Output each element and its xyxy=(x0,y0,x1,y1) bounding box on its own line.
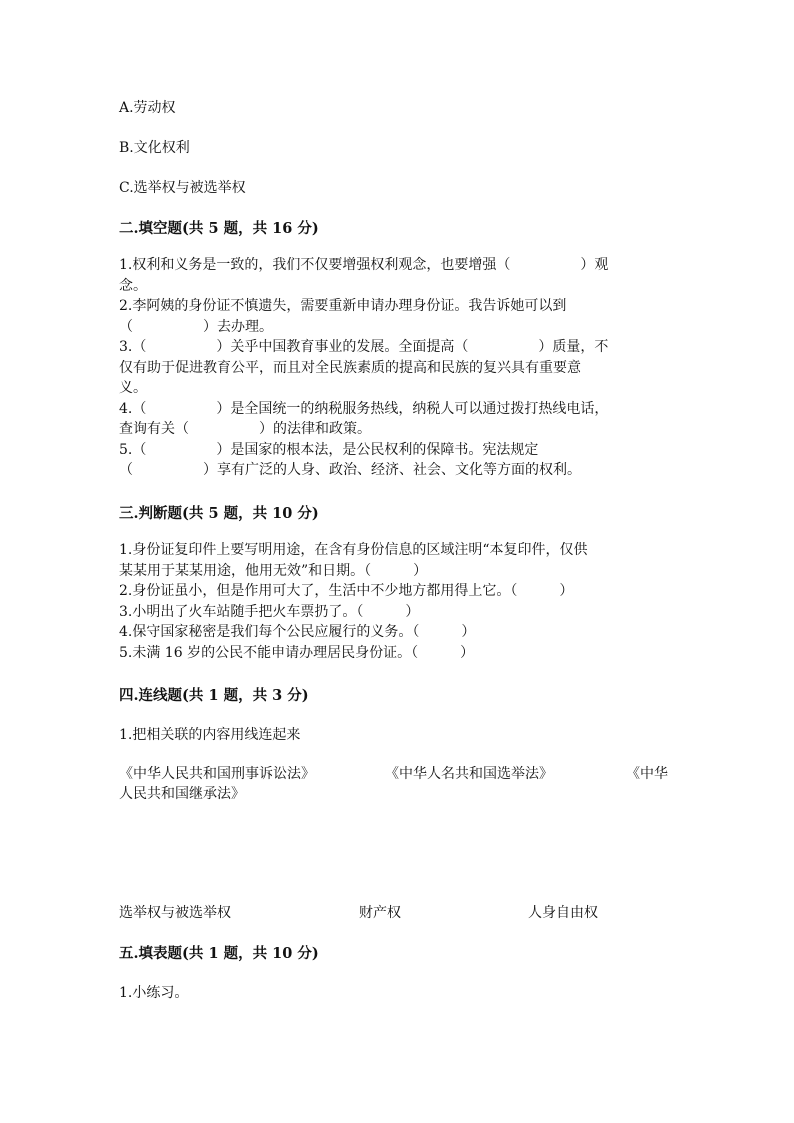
question-line: （ ）享有广泛的人身、政治、经济、社会、文化等方面的权利。 xyxy=(119,462,581,478)
question-line: 2.身份证虽小，但是作用可大了，生活中不少地方都用得上它。（ ） xyxy=(119,583,574,599)
question-line: 念。 xyxy=(119,277,147,294)
option-b: B.文化权利 xyxy=(119,140,190,156)
law-item-inheritance-end: 人民共和国继承法》 xyxy=(119,786,245,802)
right-item-personal-freedom: 人身自由权 xyxy=(528,905,598,921)
question-line: 查询有关（ ）的法律和政策。 xyxy=(119,421,371,437)
law-item-inheritance-start: 《中华 xyxy=(626,766,668,782)
question-line: 3.小明出了火车站随手把火车票扔了。（ ） xyxy=(119,603,420,620)
true-false-questions xyxy=(119,540,679,663)
question-line: 3.（ ）关乎中国教育事业的发展。全面提高（ ）质量，不 xyxy=(119,339,609,355)
question-line: 5.（ ）是国家的根本法，是公民权利的保障书。宪法规定 xyxy=(119,441,539,458)
question-line: 4.（ ）是全国统一的纳税服务热线，纳税人可以通过拨打热线电话， xyxy=(119,400,609,417)
section-title-fill-blank: 二.填空题(共 5 题，共 16 分) xyxy=(119,220,319,237)
right-item-election: 选举权与被选举权 xyxy=(119,905,231,921)
question-line: 义。 xyxy=(119,380,147,396)
question-line: 1.权利和义务是一致的，我们不仅要增强权利观念，也要增强（ ）观 xyxy=(119,257,609,273)
right-item-property: 财产权 xyxy=(359,905,401,921)
question-line: 1.身份证复印件上要写明用途，在含有身份信息的区域注明“本复印件，仅供 xyxy=(119,542,588,558)
question-line: 4.保守国家秘密是我们每个公民应履行的义务。（ ） xyxy=(119,624,476,640)
section-title-fill-table: 五.填表题(共 1 题，共 10 分) xyxy=(119,945,319,962)
law-item-criminal-procedure: 《中华人民共和国刑事诉讼法》 xyxy=(119,766,315,782)
section-title-matching: 四.连线题(共 1 题，共 3 分) xyxy=(119,687,309,704)
law-item-election: 《中华人名共和国选举法》 xyxy=(385,766,553,782)
question-line: 2.李阿姨的身份证不慎遗失，需要重新申请办理身份证。我告诉她可以到 xyxy=(119,298,567,314)
matching-question: 1.把相关联的内容用线连起来 xyxy=(119,727,301,743)
option-a: A.劳动权 xyxy=(119,100,176,116)
section-title-true-false: 三.判断题(共 5 题，共 10 分) xyxy=(119,505,319,522)
question-line: （ ）去办理。 xyxy=(119,318,273,335)
option-c: C.选举权与被选举权 xyxy=(119,180,246,196)
question-line: 某某用于某某用途，他用无效”和日期。（ ） xyxy=(119,562,428,579)
fill-blank-questions xyxy=(119,255,679,481)
fill-table-question: 1.小练习。 xyxy=(119,985,189,1001)
question-line: 5.未满 16 岁的公民不能申请办理居民身份证。（ ） xyxy=(119,644,475,661)
question-line: 仅有助于促进教育公平，而且对全民族素质的提高和民族的复兴具有重要意 xyxy=(119,359,581,376)
